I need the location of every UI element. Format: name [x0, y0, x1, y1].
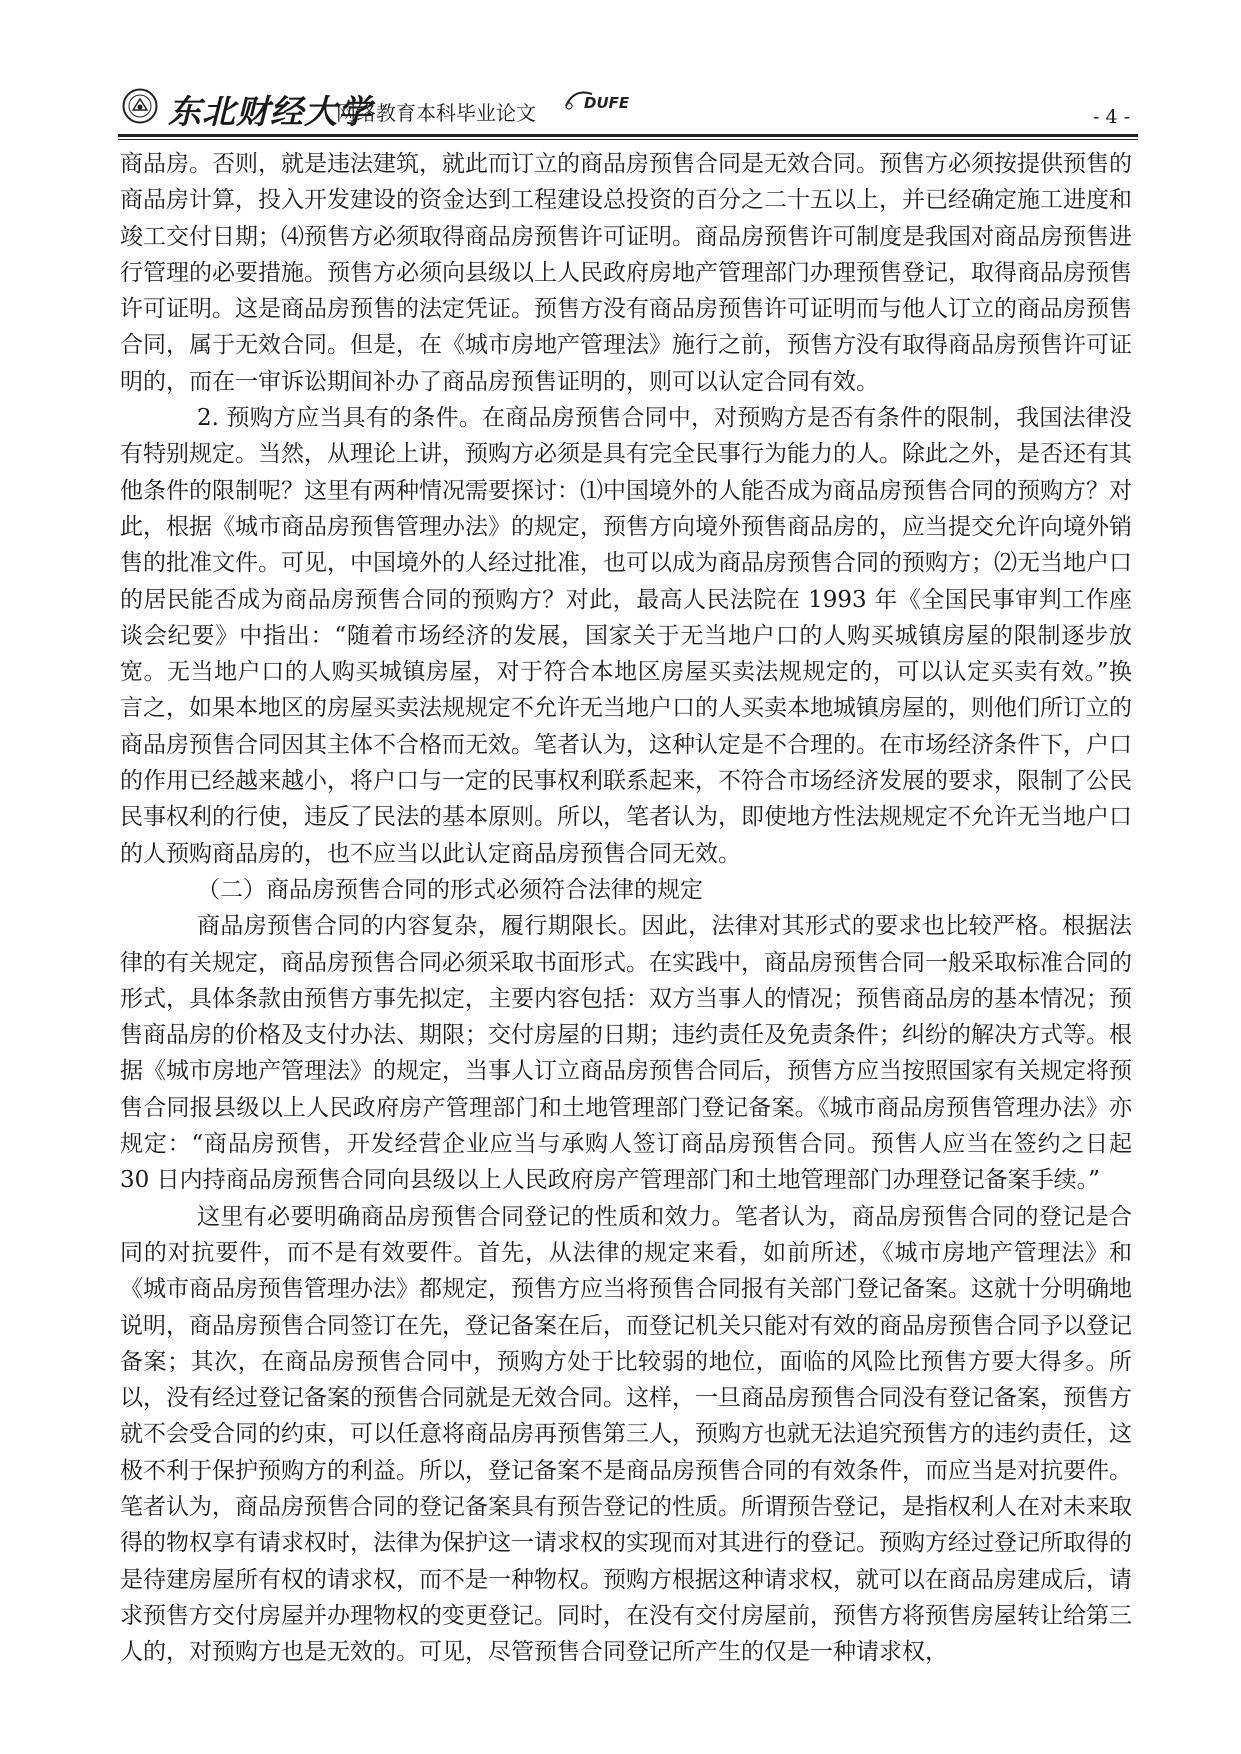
paragraph-1: 商品房。否则，就是违法建筑，就此而订立的商品房预售合同是无效合同。预售方必须按提供预售的商品房计算，投入开发建设的资金达到工程建设总投资的百分之二十五以上，并已经确定施工进度和竣工交付日期；⑷预售方必须取得商品房预售许可证明。商品房预售许可制度是我国对商品房预售进行管理的必要措施。预售方必须向县级以上人民政府房地产管理部门办理预售登记，取得商品房预售许可证明。这是商品房预售的法定凭证。预售方没有商品房预售许可证明而与他人订立的商品房预售合同，属于无效合同。但是，在《城市房地产管理法》施行之前，预售方没有取得商品房预售许可证明的，而在一审诉讼期间补办了商品房预售证明的，则可以认定合同有效。 — [120, 151, 1132, 395]
page-header — [118, 84, 1138, 142]
header-subtitle: 网络教育本科毕业论文 — [336, 101, 536, 125]
dufe-logo-text: DUFE — [584, 94, 630, 112]
dufe-logo-icon — [562, 84, 630, 114]
paragraph-3: 商品房预售合同的内容复杂，履行期限长。因此，法律对其形式的要求也比较严格。根据法律的有关规定，商品房预售合同必须采取书面形式。在实践中，商品房预售合同一般采取标准合同的形式，具体条款由预售方事先拟定，主要内容包括：双方当事人的情况；预售商品房的基本情况；预售商品房的价格及支付办法、期限；交付房屋的日期；违约责任及免责条件；纠纷的解决方式等。根据《城市房地产管理法》的规定，当事人订立商品房预售合同后，预售方应当按照国家有关规定将预售合同报县级以上人民政府房产管理部门和土地管理部门登记备案。《城市商品房预售管理办法》亦规定：“商品房预售，开发经营企业应当与承购人签订商品房预售合同。预售人应当在签约之日起 30 日内持商品房预售合同向县级以上人民政府房产管理部门和土地管理部门办理登记备案手续。” — [120, 913, 1132, 1194]
page-number: - 4 - — [1092, 106, 1130, 128]
section-heading: （二）商品房预售合同的形式必须符合法律的规定 — [197, 876, 703, 903]
university-name: 东北财经大学 — [168, 92, 372, 131]
paragraph-4: 这里有必要明确商品房预售合同登记的性质和效力。笔者认为，商品房预售合同的登记是合同的对抗要件，而不是有效要件。首先，从法律的规定来看，如前所述，《城市房地产管理法》和《城市商品房预售管理办法》都规定，预售方应当将预售合同报有关部门登记备案。这就十分明确地说明，商品房预售合同签订在先，登记备案在后，而登记机关只能对有效的商品房预售合同予以登记备案；其次，在商品房预售合同中，预购方处于比较弱的地位，面临的风险比预售方要大得多。所以，没有经过登记备案的预售合同就是无效合同。这样，一旦商品房预售合同没有登记备案，预售方就不会受合同的约束，可以任意将商品房再预售第三人，预购方也就无法追究预售方的违约责任，这极不利于保护预购方的利益。所以，登记备案不是商品房预售合同的有效条件，而应当是对抗要件。笔者认为，商品房预售合同的登记备案具有预告登记的性质。所谓预告登记，是指权利人在对未来取得的物权享有请求权时，法律为保护这一请求权的实现而对其进行的登记。预购方经过登记所取得的是待建房屋所有权的请求权，而不是一种物权。预购方根据这种请求权，就可以在商品房建成后，请求预售方交付房屋并办理物权的变更登记。同时，在没有交付房屋前，预售方将预售房屋转让给第三人的，对预购方也是无效的。可见，尽管预售合同登记所产生的仅是一种请求权， — [120, 1203, 1132, 1666]
body-text — [120, 146, 1132, 1670]
header-rule — [118, 134, 1138, 140]
paragraph-2: 2. 预购方应当具有的条件。在商品房预售合同中，对预购方是否有条件的限制，我国法律没有特别规定。当然，从理论上讲，预购方必须是具有完全民事行为能力的人。除此之外，是否还有其他条件的限制呢？这里有两种情况需要探讨：⑴中国境外的人能否成为商品房预售合同的预购方？对此，根据《城市商品房预售管理办法》的规定，预售方向境外预售商品房的，应当提交允许向境外销售的批准文件。可见，中国境外的人经过批准，也可以成为商品房预售合同的预购方；⑵无当地户口的居民能否成为商品房预售合同的预购方？对此，最高人民法院在 1993 年《全国民事审判工作座谈会纪要》中指出：“随着市场经济的发展，国家关于无当地户口的人购买城镇房屋的限制逐步放宽。无当地户口的人购买城镇房屋，对于符合本地区房屋买卖法规规定的，可以认定买卖有效。”换言之，如果本地区的房屋买卖法规规定不允许无当地户口的人买卖本地城镇房屋的，则他们所订立的商品房预售合同因其主体不合格而无效。笔者认为，这种认定是不合理的。在市场经济条件下，户口的作用已经越来越小，将户口与一定的民事权利联系起来，不符合市场经济发展的要求，限制了公民民事权利的行使，违反了民法的基本原则。所以，笔者认为，即使地方性法规规定不允许无当地户口的人预购商品房的，也不应当以此认定商品房预售合同无效。 — [120, 405, 1132, 867]
university-seal-icon — [122, 88, 158, 124]
